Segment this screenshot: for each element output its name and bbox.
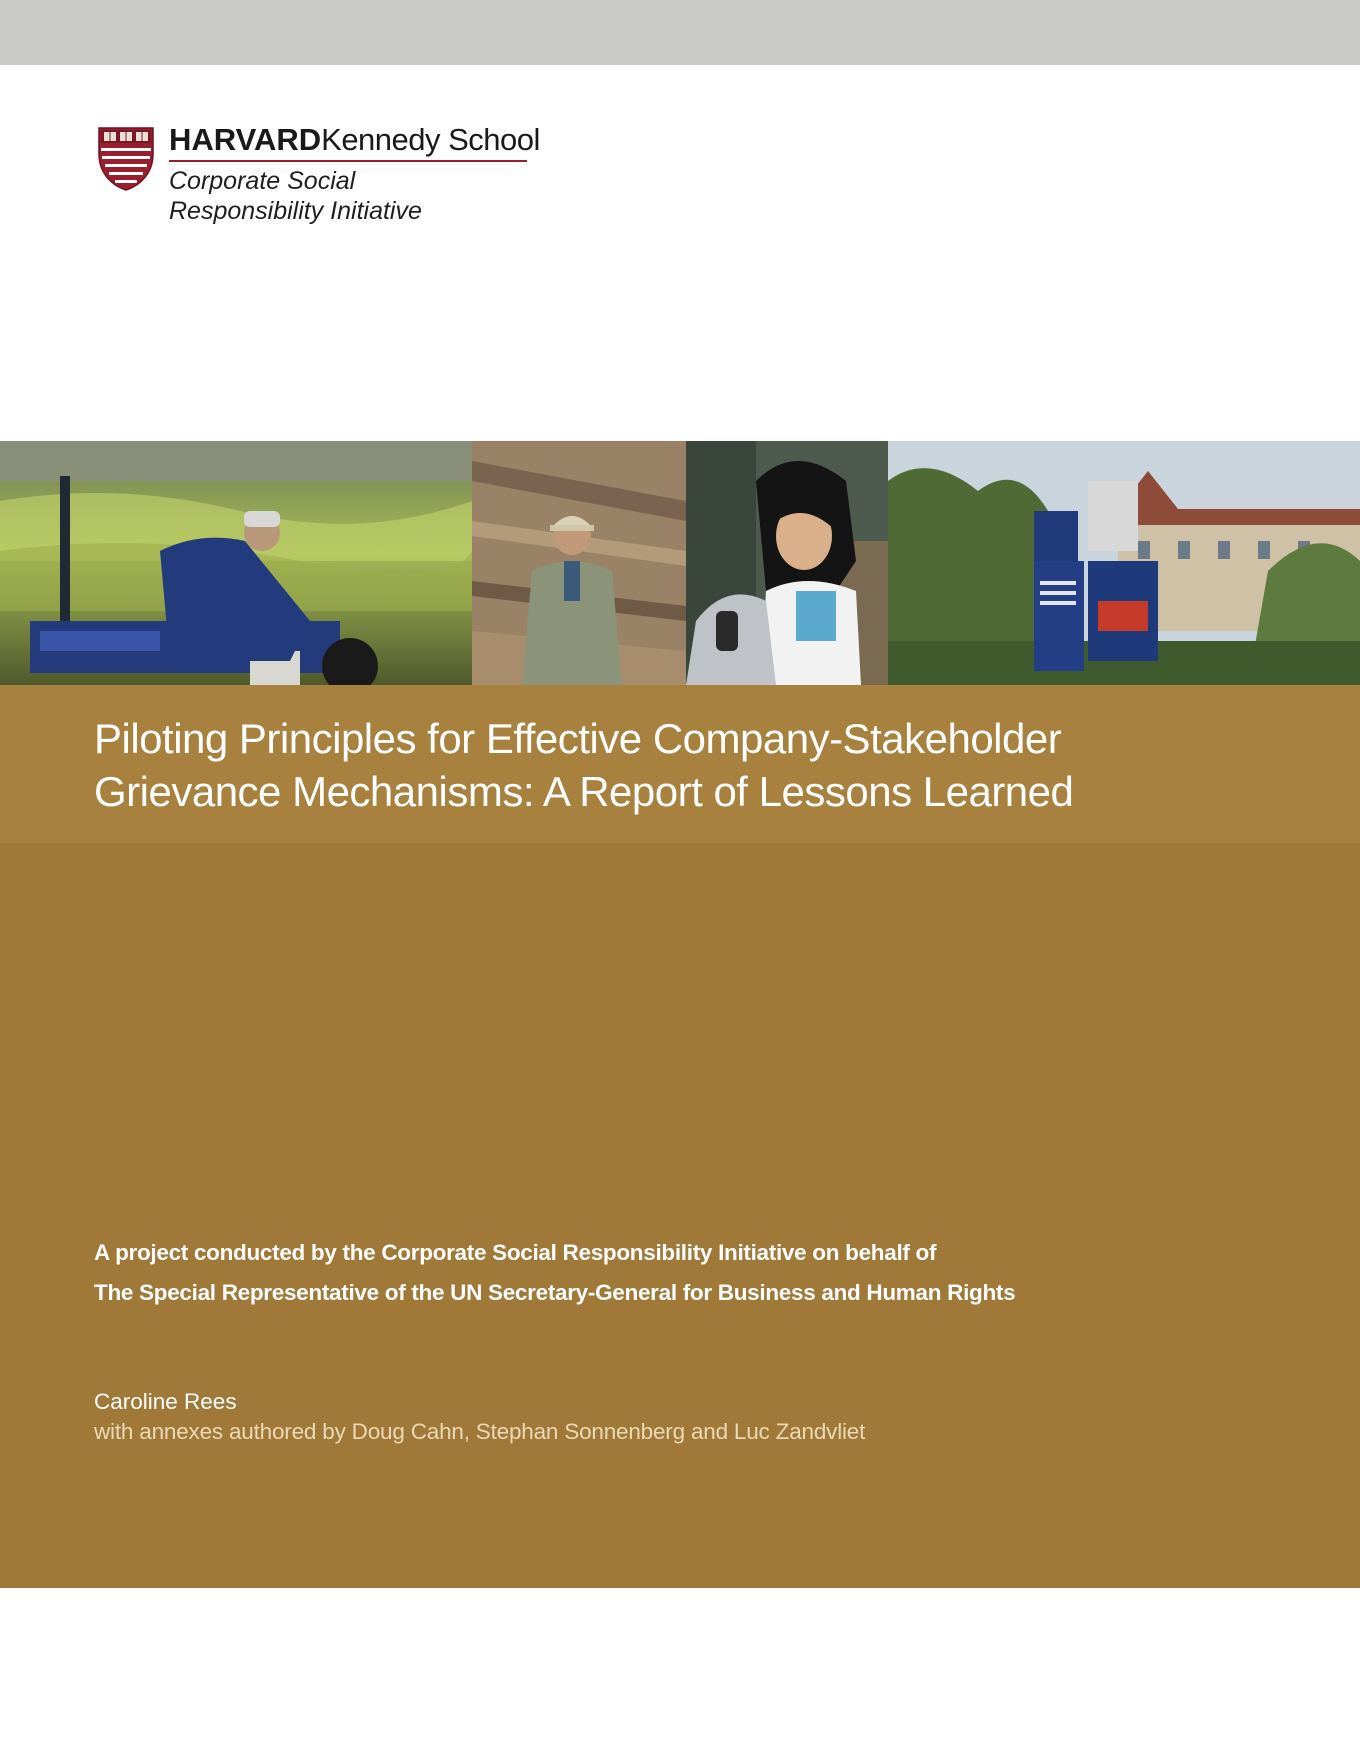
harvard-word: HARVARD: [169, 122, 322, 157]
cover-photo-strip: [0, 441, 1360, 685]
title-band: [0, 685, 1360, 843]
tractor-vineyard-photo: [0, 441, 472, 685]
annexes-credit: with annexes authored by Doug Cahn, Stephan Sonnenberg and Luc Zandvliet: [94, 1419, 866, 1444]
main-band: [0, 843, 1360, 1588]
harvard-shield-icon: [97, 126, 155, 192]
factory-worker-photo: [686, 441, 888, 685]
mine-worker-photo: [472, 441, 686, 685]
kennedy-school-word: Kennedy School: [321, 122, 540, 157]
project-line-2: The Special Representative of the UN Secretary-General for Business and Human Rights: [94, 1280, 1016, 1305]
top-gray-bar: [0, 0, 1360, 65]
grievance-signboard-photo: [888, 441, 1360, 685]
title-line-1: Piloting Principles for Effective Company-Stakeholder: [94, 715, 1062, 762]
initiative-line-2: Responsibility Initiative: [169, 197, 422, 225]
author-name: Caroline Rees: [94, 1389, 237, 1414]
initiative-name: [169, 166, 422, 226]
school-wordmark: [169, 122, 540, 158]
project-statement: [94, 1233, 1015, 1313]
project-line-1: A project conducted by the Corporate Social Responsibility Initiative on behalf of: [94, 1240, 937, 1265]
logo-rule: [169, 160, 527, 162]
report-title: [94, 712, 1294, 818]
harvard-kennedy-school-logo: [97, 118, 540, 228]
title-line-2: Grievance Mechanisms: A Report of Lessons Learned: [94, 768, 1074, 815]
initiative-line-1: Corporate Social: [169, 167, 356, 195]
